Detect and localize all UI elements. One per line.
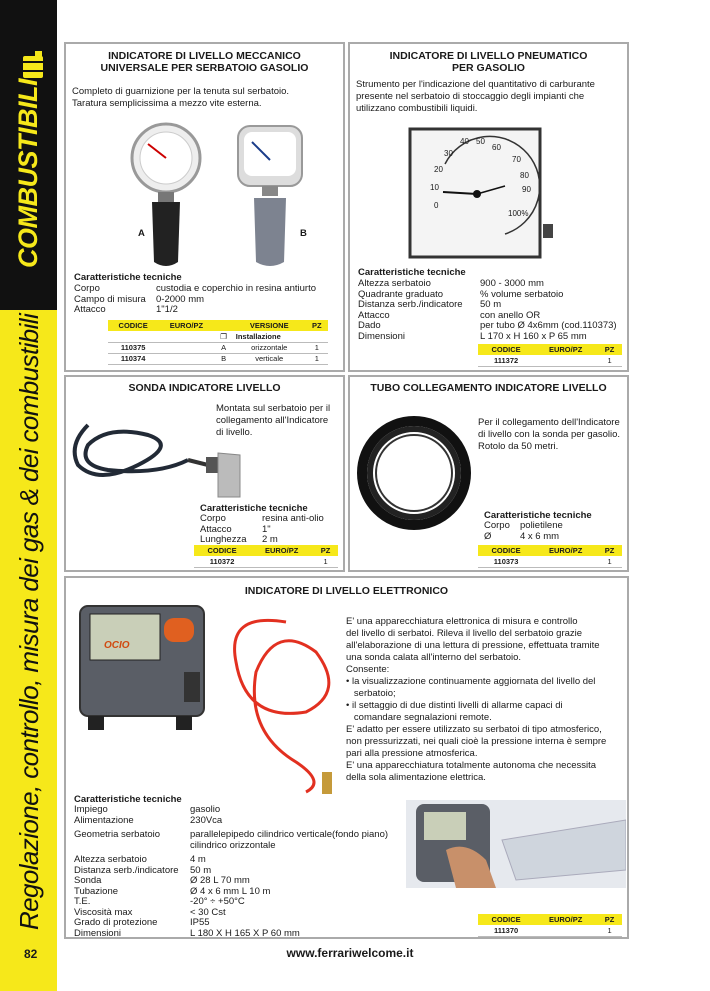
spec-value: % volume serbatoio <box>480 288 564 300</box>
category-label: COMBUSTIBILI <box>13 79 43 268</box>
tube-roll-image <box>356 415 472 531</box>
spec-value: polietilene <box>520 520 563 531</box>
gauge-label: 70 <box>512 155 521 164</box>
spec-value: 4 x 6 mm <box>520 530 560 542</box>
price-cell <box>534 556 597 567</box>
product-table <box>478 914 622 937</box>
spec-key: Dimensioni <box>74 927 121 939</box>
install-cell: verticale <box>233 353 306 364</box>
spec-row <box>74 918 388 929</box>
spec-key: Corpo <box>484 520 510 531</box>
code-cell: 110372 <box>194 556 250 567</box>
panel-description <box>346 616 622 784</box>
product-table <box>194 545 338 568</box>
version-cell: A <box>215 342 233 353</box>
specs-list <box>358 279 617 342</box>
spec-key: Campo di misura <box>74 293 146 305</box>
description-line: pari alla pressione atmosferica. <box>346 748 478 759</box>
spec-key: Attacco <box>358 309 390 321</box>
panel-mechanical-indicator <box>64 42 345 372</box>
col-header: EURO/PZ <box>158 320 214 331</box>
specs-heading: Caratteristiche tecniche <box>358 267 466 278</box>
specs-heading: Caratteristiche tecniche <box>74 794 182 805</box>
spec-value: L 170 x H 160 x P 65 mm <box>480 330 587 342</box>
description-line: E' una apparecchiatura totalmente autonoma che necessita <box>346 760 597 771</box>
product-table <box>478 344 622 367</box>
image-label-b: B <box>300 228 307 239</box>
spec-key: Lunghezza <box>200 534 247 545</box>
panel-pneumatic-indicator <box>348 42 629 372</box>
spec-row <box>484 521 563 532</box>
col-header: CODICE <box>478 545 534 556</box>
spec-row <box>74 305 316 316</box>
spec-key <box>74 841 190 852</box>
code-cell: 110374 <box>108 353 158 364</box>
gauge-label: 100% <box>508 209 529 218</box>
spec-value: 50 m <box>480 299 502 310</box>
specs-list <box>200 514 324 546</box>
description-line: di livello con la sonda per gasolio. <box>478 429 621 440</box>
gauge-label: 60 <box>492 143 501 152</box>
table-row <box>478 925 622 936</box>
code-cell: 111370 <box>478 925 534 936</box>
panel-sonda <box>64 375 345 572</box>
spec-key: Corpo <box>200 513 226 524</box>
spec-row <box>74 295 316 306</box>
col-header: CODICE <box>478 344 534 355</box>
spec-value: 1"1/2 <box>156 304 178 315</box>
table-row <box>478 556 622 567</box>
gauge-label: 10 <box>430 183 439 192</box>
spec-key: Distanza serb./indicatore <box>74 864 179 876</box>
spec-row <box>74 830 388 841</box>
spec-value: 4 m <box>190 854 206 865</box>
qty-cell: 1 <box>306 353 328 364</box>
gauge-label: 20 <box>434 165 443 174</box>
spec-key: Alimentazione <box>74 814 134 826</box>
spec-row <box>74 929 388 940</box>
col-header: PZ <box>313 545 338 556</box>
col-header: PZ <box>597 914 622 925</box>
table-row <box>194 556 338 567</box>
description-line: Consente: <box>346 664 390 675</box>
col-header: PZ <box>306 320 328 331</box>
description-line: Strumento per l'indicazione del quantitativo di carburante <box>356 79 595 90</box>
spec-value: Ø 28 L 70 mm <box>190 875 250 886</box>
table-row <box>108 353 328 364</box>
spec-key: Viscosità max <box>74 906 133 918</box>
version-cell: B <box>215 353 233 364</box>
spec-key: Attacco <box>74 304 106 315</box>
description-line: comandare segnalazioni remote. <box>346 712 492 723</box>
spec-value: 900 - 3000 mm <box>480 278 544 289</box>
spec-value: custodia e coperchio in resina antiurto <box>156 283 317 294</box>
spec-key: Ø <box>484 530 492 542</box>
code-cell: 110375 <box>108 342 158 353</box>
specs-list <box>74 284 316 316</box>
spec-key: Attacco <box>200 523 232 535</box>
page-number: 82 <box>24 947 38 961</box>
spec-value: IP55 <box>190 917 210 928</box>
spec-key: Geometria serbatoio <box>74 829 161 840</box>
col-header: PZ <box>597 344 622 355</box>
gauge-label: 0 <box>434 201 439 210</box>
qty-cell: 1 <box>597 925 622 936</box>
spec-key: Altezza serbatoio <box>358 278 431 289</box>
install-cell: orizzontale <box>233 342 306 353</box>
spec-row <box>358 279 617 290</box>
specs-heading: Caratteristiche tecniche <box>484 510 592 521</box>
col-header: CODICE <box>478 914 534 925</box>
footer-url-link[interactable]: www.ferrariwelcome.it <box>286 946 414 960</box>
spec-value: L 180 X H 165 X P 60 mm <box>190 927 300 939</box>
col-header: CODICE <box>194 545 250 556</box>
spec-key: Dimensioni <box>358 330 405 342</box>
specs-list <box>484 521 563 542</box>
spec-value: con anello OR <box>480 309 541 321</box>
description-line: collegamento all'Indicatore <box>216 415 329 426</box>
sonda-probe-image <box>68 405 248 505</box>
spec-row <box>74 876 388 887</box>
spec-value: cilindrico orizzontale <box>190 839 276 851</box>
device-brand: OCIO <box>104 640 130 651</box>
description-line: Taratura semplicissima a mezzo vite esterna. <box>72 98 262 109</box>
qty-cell: 1 <box>306 342 328 353</box>
description-line: Per il collegamento dell'Indicatore <box>478 417 620 428</box>
spec-row <box>200 514 324 525</box>
description-line: all'elaborazione di una lettura di pressione, effettuata tramite <box>346 640 600 651</box>
specs-heading: Caratteristiche tecniche <box>200 503 308 514</box>
spec-value: gasolio <box>190 804 221 815</box>
specs-heading: Caratteristiche tecniche <box>74 272 182 283</box>
spec-key: Distanza serb./indicatore <box>358 299 463 310</box>
table-row <box>478 355 622 366</box>
product-table <box>108 320 328 365</box>
price-cell <box>158 342 214 353</box>
spec-value: 2 m <box>262 534 278 545</box>
qty-cell: 1 <box>597 556 622 567</box>
panel-title <box>350 50 627 74</box>
col-header: EURO/PZ <box>534 545 597 556</box>
description-line: • il settaggio di due distinti livelli di allarme capaci di <box>346 700 563 711</box>
installation-icon: ❐ <box>215 331 233 342</box>
description-line: • la visualizzazione continuamente aggiornata del livello del <box>346 676 596 687</box>
col-header: CODICE <box>108 320 158 331</box>
description-line: E' una apparecchiatura elettronica di misura e controllo <box>346 616 578 627</box>
description-line: della sola alimentazione elettrica. <box>346 772 486 783</box>
description-line: Montata sul serbatoio per il <box>216 403 331 414</box>
qty-cell: 1 <box>313 556 338 567</box>
col-header <box>215 320 233 331</box>
gauge-label: 30 <box>444 149 453 158</box>
electronic-indicator-image <box>76 602 336 802</box>
description-line: Rotolo da 50 metri. <box>478 441 559 452</box>
description-line: E' adatto per essere utilizzato su serbatoi di tipo atmosferico, <box>346 724 602 735</box>
panel-title-line: UNIVERSALE PER SERBATOIO GASOLIO <box>100 62 309 74</box>
description-line: presente nel serbatoio di stoccaggio degli impianti che <box>356 91 585 102</box>
panel-electronic-indicator <box>64 576 629 939</box>
description-line: una sonda calata all'interno del serbatoio. <box>346 652 522 663</box>
spec-value: 230Vca <box>190 814 223 826</box>
spec-value: parallelepipedo cilindrico verticale(fondo piano) <box>190 829 389 840</box>
gauge-label: 80 <box>520 171 529 180</box>
panel-title-line: INDICATORE DI LIVELLO PNEUMATICO <box>389 50 588 62</box>
spec-key: Impiego <box>74 804 108 815</box>
spec-key: Corpo <box>74 283 100 294</box>
col-header: PZ <box>597 545 622 556</box>
section-label: Regolazione, controllo, misura dei gas & dei combustibili <box>14 313 44 930</box>
price-cell <box>158 353 214 364</box>
col-header: VERSIONE <box>233 320 306 331</box>
spec-value: 1" <box>262 523 271 535</box>
image-label-a: A <box>138 228 145 239</box>
spec-value: 50 m <box>190 864 212 876</box>
price-cell <box>534 925 597 936</box>
spec-key: Tubazione <box>74 885 119 897</box>
panel-description <box>356 79 621 115</box>
product-table <box>478 545 622 568</box>
spec-row <box>74 816 388 827</box>
qty-cell: 1 <box>597 355 622 366</box>
installation-photo-image <box>406 800 626 888</box>
spec-key: Dado <box>358 320 381 331</box>
panel-description <box>478 417 620 453</box>
spec-value: Ø 4 x 6 mm L 10 m <box>190 885 271 897</box>
description-line: di livello. <box>216 427 253 438</box>
spec-key: Grado di protezione <box>74 917 158 928</box>
spec-row <box>74 855 388 866</box>
spec-row <box>358 321 617 332</box>
spec-value: 0-2000 mm <box>156 293 205 305</box>
spec-value: resina anti-olio <box>262 513 324 524</box>
panel-title-line: PER GASOLIO <box>452 62 525 74</box>
spec-key: T.E. <box>74 896 91 907</box>
fuel-drum-icon <box>20 50 46 80</box>
specs-list <box>74 805 388 939</box>
description-line: non pressurizzati, nei quali cioè la pressione interna è sempre <box>346 736 607 747</box>
spec-row <box>358 300 617 311</box>
spec-row <box>358 332 617 343</box>
spec-value: < 30 Cst <box>190 906 226 918</box>
spec-row <box>200 535 324 546</box>
table-row <box>108 342 328 353</box>
price-cell <box>534 355 597 366</box>
gauge-label: 90 <box>522 185 531 194</box>
spec-key: Altezza serbatoio <box>74 854 147 865</box>
panel-title <box>66 50 343 74</box>
price-cell <box>250 556 313 567</box>
panel-title: TUBO COLLEGAMENTO INDICATORE LIVELLO <box>370 382 607 394</box>
description-line: serbatoio; <box>346 688 396 699</box>
panel-title-line: INDICATORE DI LIVELLO MECCANICO <box>108 50 301 62</box>
spec-key: Quadrante graduato <box>358 288 444 300</box>
description-line: utilizzano combustibili liquidi. <box>356 103 478 114</box>
spec-key: Sonda <box>74 875 102 886</box>
gauge-label: 50 <box>476 137 485 146</box>
col-header: EURO/PZ <box>250 545 313 556</box>
spec-row <box>74 805 388 816</box>
spec-row <box>74 897 388 908</box>
col-header: EURO/PZ <box>534 914 597 925</box>
gauge-label: 40 <box>460 137 469 146</box>
code-cell: 111372 <box>478 355 534 366</box>
col-header: EURO/PZ <box>534 344 597 355</box>
spec-row <box>74 841 388 852</box>
spec-value: -20° ÷ +50°C <box>190 896 245 907</box>
panel-description <box>72 86 289 110</box>
panel-title: INDICATORE DI LIVELLO ELETTRONICO <box>244 585 449 597</box>
code-cell: 110373 <box>478 556 534 567</box>
spec-row <box>74 284 316 295</box>
subheader-cell: Installazione <box>233 331 306 342</box>
panel-title: SONDA INDICATORE LIVELLO <box>128 382 281 394</box>
panel-tubo <box>348 375 629 572</box>
spec-value: per tubo Ø 4x6mm (cod.110373) <box>480 320 617 331</box>
spec-row <box>484 532 563 543</box>
description-line: Completo di guarnizione per la tenuta sul serbatoio. <box>72 86 290 97</box>
description-line: del livello di serbatoi. Rileva il livello del serbatoio grazie <box>346 628 583 639</box>
